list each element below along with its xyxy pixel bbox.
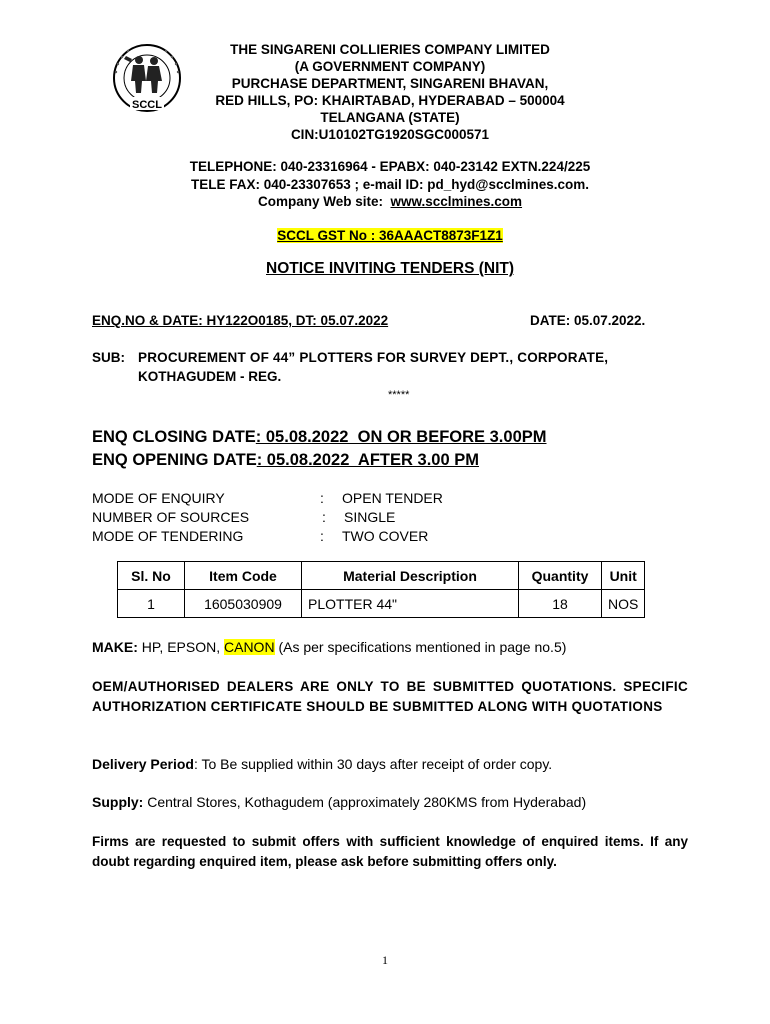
col-header-description: Material Description <box>302 562 519 590</box>
address: RED HILLS, PO: KHAIRTABAD, HYDERABAD – 500004 <box>215 93 565 108</box>
logo-text: SCCL <box>132 99 162 111</box>
cin-number: CIN:U10102TG1920SGC000571 <box>290 127 490 142</box>
subject-line-2: KOTHAGUDEM - REG. <box>138 369 282 384</box>
website-label: Company Web site: <box>257 194 391 209</box>
make-highlight: CANON <box>224 639 275 655</box>
supply-label: Supply: <box>92 794 144 810</box>
make-line <box>92 638 688 657</box>
col-header-unit: Unit <box>602 562 645 590</box>
subject-line-1: PROCUREMENT OF 44” PLOTTERS FOR SURVEY DEPT., CORPORATE, <box>138 350 609 365</box>
delivery-label: Delivery Period <box>92 756 194 772</box>
mode-colon: : <box>322 509 326 525</box>
items-table <box>117 561 645 618</box>
make-note: (As per specifications mentioned in page no.5) <box>274 639 567 655</box>
closing-date-label: ENQ CLOSING DATE <box>92 428 256 446</box>
col-header-item-code: Item Code <box>185 562 302 590</box>
company-name: THE SINGARENI COLLIERIES COMPANY LIMITED <box>230 42 550 57</box>
cell-unit: NOS <box>602 590 645 618</box>
enquiry-date: DATE: 05.07.2022. <box>530 313 646 328</box>
separator-stars: ***** <box>388 389 410 401</box>
delivery-text: : To Be supplied within 30 days after receipt of order copy. <box>193 756 553 772</box>
closing-date-value: : 05.08.2022 ON OR BEFORE 3.00PM <box>255 428 547 446</box>
make-brands: HP, EPSON, <box>137 639 224 655</box>
department: PURCHASE DEPARTMENT, SINGARENI BHAVAN, <box>231 76 549 91</box>
subject-label: SUB: <box>92 350 125 365</box>
gst-number: SCCL GST No : 36AAACT8873F1Z1 <box>277 228 503 243</box>
opening-date-value: : 05.08.2022 AFTER 3.00 PM <box>256 451 479 469</box>
table-header-row <box>118 562 645 590</box>
website-link[interactable]: www.scclmines.com <box>390 194 523 209</box>
firms-notice: Firms are requested to submit offers with sufficient knowledge of enquired items. If any doubt regarding enquired item, please ask before submitting offers only. <box>92 834 688 869</box>
delivery-line <box>92 755 688 774</box>
col-header-sl-no: Sl. No <box>118 562 185 590</box>
website-line <box>90 193 690 211</box>
table-row <box>118 590 645 618</box>
cell-quantity: 18 <box>519 590 602 618</box>
opening-date-line <box>92 451 479 470</box>
enquiry-number: ENQ.NO & DATE: HY122O0185, DT: 05.07.2022 <box>92 313 389 328</box>
mode-label-tendering: MODE OF TENDERING <box>92 528 244 544</box>
mode-value-sources: SINGLE <box>344 509 396 525</box>
gst-line <box>90 227 690 245</box>
make-label: MAKE: <box>92 639 138 655</box>
cell-item-code: 1605030909 <box>185 590 302 618</box>
supply-text: Central Stores, Kothagudem (approximately 280KMS from Hyderabad) <box>143 794 587 810</box>
page-number: 1 <box>382 953 388 967</box>
mode-value-tendering: TWO COVER <box>342 528 429 544</box>
page-title: NOTICE INVITING TENDERS (NIT) <box>266 260 514 277</box>
mode-colon: : <box>320 490 324 506</box>
cell-sl-no: 1 <box>118 590 185 618</box>
mode-colon: : <box>320 528 324 544</box>
opening-date-label: ENQ OPENING DATE <box>92 451 257 469</box>
mode-value-enquiry: OPEN TENDER <box>342 490 443 506</box>
supply-line <box>92 793 688 812</box>
fax-email: TELE FAX: 040-23307653 ; e-mail ID: pd_hyd@scclmines.com. <box>190 177 590 192</box>
cell-description: PLOTTER 44" <box>302 590 519 618</box>
oem-notice: OEM/AUTHORISED DEALERS ARE ONLY TO BE SUBMITTED QUOTATIONS. SPECIFIC AUTHORIZATION CERTIFICATE SHOULD BE SUBMITTED ALONG WITH QUOTATIONS <box>92 679 688 714</box>
state: TELANGANA (STATE) <box>320 110 460 125</box>
mode-label-sources: NUMBER OF SOURCES <box>92 509 250 525</box>
mode-label-enquiry: MODE OF ENQUIRY <box>92 490 225 506</box>
telephone: TELEPHONE: 040-23316964 - EPABX: 040-23142 EXTN.224/225 <box>189 159 591 174</box>
government-company: (A GOVERNMENT COMPANY) <box>294 59 486 74</box>
closing-date-line <box>92 428 547 447</box>
col-header-quantity: Quantity <box>519 562 602 590</box>
